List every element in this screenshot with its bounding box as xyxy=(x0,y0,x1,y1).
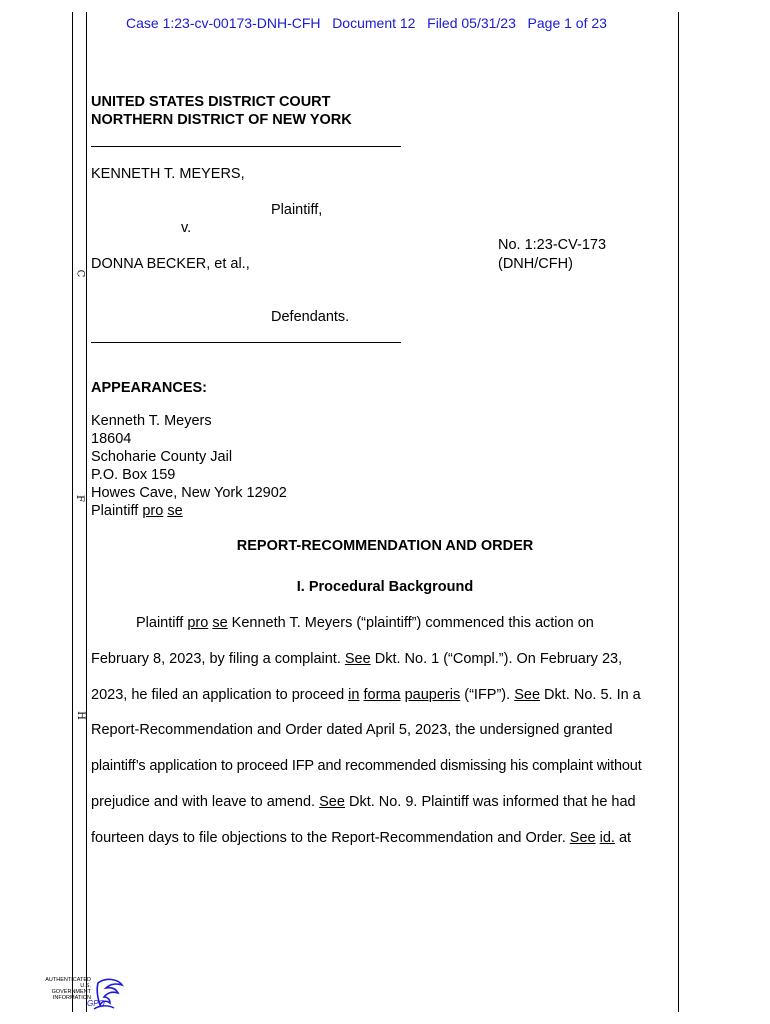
versus: v. xyxy=(181,220,192,236)
margin-mark-f: F xyxy=(73,495,85,502)
court-name-line2: NORTHERN DISTRICT OF NEW YORK xyxy=(91,112,352,128)
court-name-line1: UNITED STATES DISTRICT COURT xyxy=(91,94,331,110)
body-line-4: Report-Recommendation and Order dated April 5, 2023, the undersigned granted xyxy=(91,722,613,738)
case-no-line2: (DNH/CFH) xyxy=(498,256,573,272)
right-margin-rule xyxy=(678,12,679,1012)
section-heading: I. Procedural Background xyxy=(296,579,474,595)
caption-rule-top xyxy=(91,146,401,147)
margin-mark-h: H xyxy=(74,711,86,720)
defendant-role: Defendants. xyxy=(271,309,350,325)
filed-date: Filed 05/31/23 xyxy=(427,15,516,31)
left-margin-rule-outer xyxy=(72,12,73,1012)
gpo-logo-text: AUTHENTICATED U.S. GOVERNMENT INFORMATION xyxy=(45,977,91,1001)
case-number: Case 1:23-cv-00173-DNH-CFH xyxy=(126,15,321,31)
gpo-mark: GPO xyxy=(87,999,105,1008)
margin-mark-c: C xyxy=(74,269,86,278)
body-line-2: February 8, 2023, by filing a complaint. See Dkt. No. 1 (“Compl.”). On February 23, xyxy=(91,651,623,667)
left-margin-rule-inner xyxy=(86,12,87,1012)
appearance-line: Schoharie County Jail xyxy=(91,449,233,465)
body-line-7: fourteen days to file objections to the Report-Recommendation and Order. See id. at xyxy=(91,830,632,846)
appearance-line-pro-se: Plaintiff pro se xyxy=(91,503,183,519)
body-line-6: prejudice and with leave to amend. See Dkt. No. 9. Plaintiff was informed that he had xyxy=(91,794,636,810)
case-no-line1: No. 1:23-CV-173 xyxy=(498,237,607,253)
document-number: Document 12 xyxy=(332,15,416,31)
appearance-line: Kenneth T. Meyers xyxy=(91,413,212,429)
document-title: REPORT-RECOMMENDATION AND ORDER xyxy=(236,538,534,554)
gpo-authenticated-logo xyxy=(44,975,129,1015)
case-header xyxy=(126,15,607,31)
appearance-line: 18604 xyxy=(91,431,132,447)
defendant-name: DONNA BECKER, et al., xyxy=(91,256,250,272)
body-line-5: plaintiff’s application to proceed IFP and recommended dismissing his complaint without xyxy=(91,758,642,774)
appearances-heading: APPEARANCES: xyxy=(91,380,208,396)
caption-rule-bottom xyxy=(91,342,401,343)
plaintiff-role: Plaintiff, xyxy=(271,202,323,218)
plaintiff-name: KENNETH T. MEYERS, xyxy=(91,166,245,182)
eagle-icon xyxy=(88,975,128,1015)
body-line-3: 2023, he filed an application to proceed in forma pauperis (“IFP”). See Dkt. No. 5. In a xyxy=(91,687,641,703)
page-number: Page 1 of 23 xyxy=(527,15,607,31)
body-line-1: Plaintiff pro se Kenneth T. Meyers (“plaintiff”) commenced this action on xyxy=(136,615,594,631)
appearance-line: Howes Cave, New York 12902 xyxy=(91,485,287,501)
appearance-line: P.O. Box 159 xyxy=(91,467,176,483)
